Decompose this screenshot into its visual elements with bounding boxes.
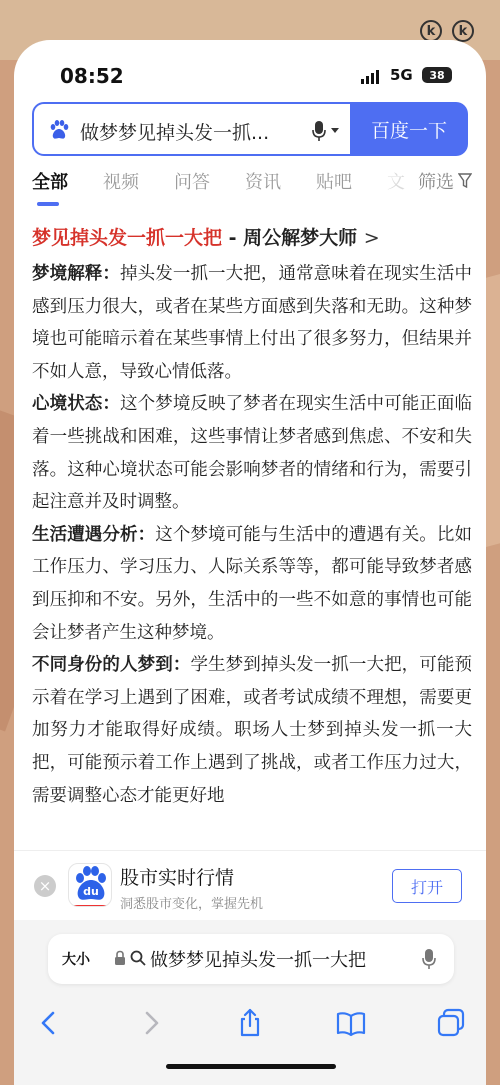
section-label: 心境状态： <box>32 394 121 415</box>
phone-screen <box>14 40 486 1085</box>
section-text: 学生梦到掉头发一抓一大把，可能预示着在学习上遇到了困难，或者考试成绩不理想，需要更加努力才能取得好成绩。职场人士梦到掉头发一抓一大把，可能预示着工作上遇到了挑战，或者工作压力过大，需要调整心态才能更好地 <box>32 655 472 806</box>
tab-video[interactable]: 视频 <box>103 172 139 193</box>
microphone-icon[interactable] <box>422 948 436 970</box>
app-download-banner <box>14 850 486 920</box>
result-title-source: - 周公解梦大师 <box>222 227 358 249</box>
signal-icon <box>361 70 379 84</box>
top-icons <box>420 20 474 42</box>
search-icon <box>130 950 146 966</box>
forward-icon[interactable] <box>136 1008 166 1038</box>
bookmarks-icon[interactable] <box>336 1008 366 1038</box>
section-label: 不同身份的人梦到： <box>32 655 191 676</box>
filter-icon <box>458 173 472 189</box>
baidu-app-logo <box>68 863 112 907</box>
section-text: 掉头发一抓一大把，通常意味着在现实生活中感到压力很大，或者在某些方面感到失落和无助。这种梦境也可能暗示着在某些事情上付出了很多努力，但结果并不如人意，导致心情低落。 <box>32 264 473 382</box>
close-icon[interactable]: × <box>34 875 56 897</box>
result-paragraph <box>32 388 472 518</box>
result-paragraph <box>32 519 472 649</box>
section-label: 梦境解释： <box>32 264 121 284</box>
section-label: 生活遭遇分析： <box>32 524 156 545</box>
search-query: 做梦梦见掉头发一抓... <box>80 122 270 144</box>
search-input[interactable] <box>32 102 352 156</box>
tab-tieba[interactable]: 贴吧 <box>316 172 352 193</box>
result-paragraph <box>32 649 472 812</box>
search-button[interactable]: 百度一下 <box>350 102 468 156</box>
baidu-paw-icon <box>48 119 70 141</box>
lock-icon <box>114 950 126 966</box>
tab-qa[interactable]: 问答 <box>174 172 210 193</box>
section-text: 这个梦境反映了梦者在现实生活中可能正面临着一些挑战和困难，这些事情让梦者感到焦虑、不安和失落。这种心境状态可能会影响梦者的情绪和行为，需要引起注意并及时调整。 <box>32 394 473 513</box>
tab-more[interactable]: 文 <box>387 172 405 193</box>
home-indicator <box>166 1064 336 1069</box>
result-title-link[interactable] <box>32 224 472 252</box>
result-paragraph <box>32 258 472 388</box>
filter-label: 筛选 <box>418 172 454 193</box>
address-text: 做梦梦见掉头发一抓一大把 <box>150 950 366 971</box>
open-app-button[interactable]: 打开 <box>392 869 462 903</box>
chevron-down-icon[interactable] <box>331 128 339 133</box>
tab-bar <box>32 168 472 208</box>
status-bar <box>14 40 486 110</box>
chevron-right-icon: > <box>363 227 380 249</box>
battery-icon: 38 <box>422 67 452 83</box>
tab-active-indicator <box>37 202 59 206</box>
text-size-button[interactable]: 大小 <box>62 952 90 968</box>
back-icon[interactable] <box>34 1008 64 1038</box>
filter-button[interactable] <box>418 168 472 194</box>
share-icon[interactable] <box>235 1008 265 1038</box>
address-bar[interactable] <box>48 934 454 984</box>
search-result <box>32 224 472 812</box>
microphone-icon[interactable] <box>312 120 326 142</box>
tab-news[interactable]: 资讯 <box>245 172 281 193</box>
logo-text: du <box>83 885 99 898</box>
section-text: 这个梦境可能与生活中的遭遇有关。比如工作压力、学习压力、人际关系等等，都可能导致梦者感到压抑和不安。另外，生活中的一些不如意的事情也可能会让梦者产生这种梦境。 <box>32 524 473 643</box>
search-bar <box>32 102 468 156</box>
browser-bottom-bar <box>14 920 486 1085</box>
app-subtitle: 洞悉股市变化，掌握先机 <box>120 897 264 912</box>
network-label: 5G <box>390 66 413 84</box>
k-circle-icon: k <box>420 20 442 42</box>
browser-toolbar <box>14 1002 486 1042</box>
result-title-keyword: 梦见掉头发一抓一大把 <box>32 227 223 249</box>
status-time: 08:52 <box>60 64 124 88</box>
app-title: 股市实时行情 <box>120 867 235 889</box>
tab-all[interactable]: 全部 <box>32 172 68 193</box>
tabs-icon[interactable] <box>436 1008 466 1038</box>
k-circle-icon: k <box>452 20 474 42</box>
